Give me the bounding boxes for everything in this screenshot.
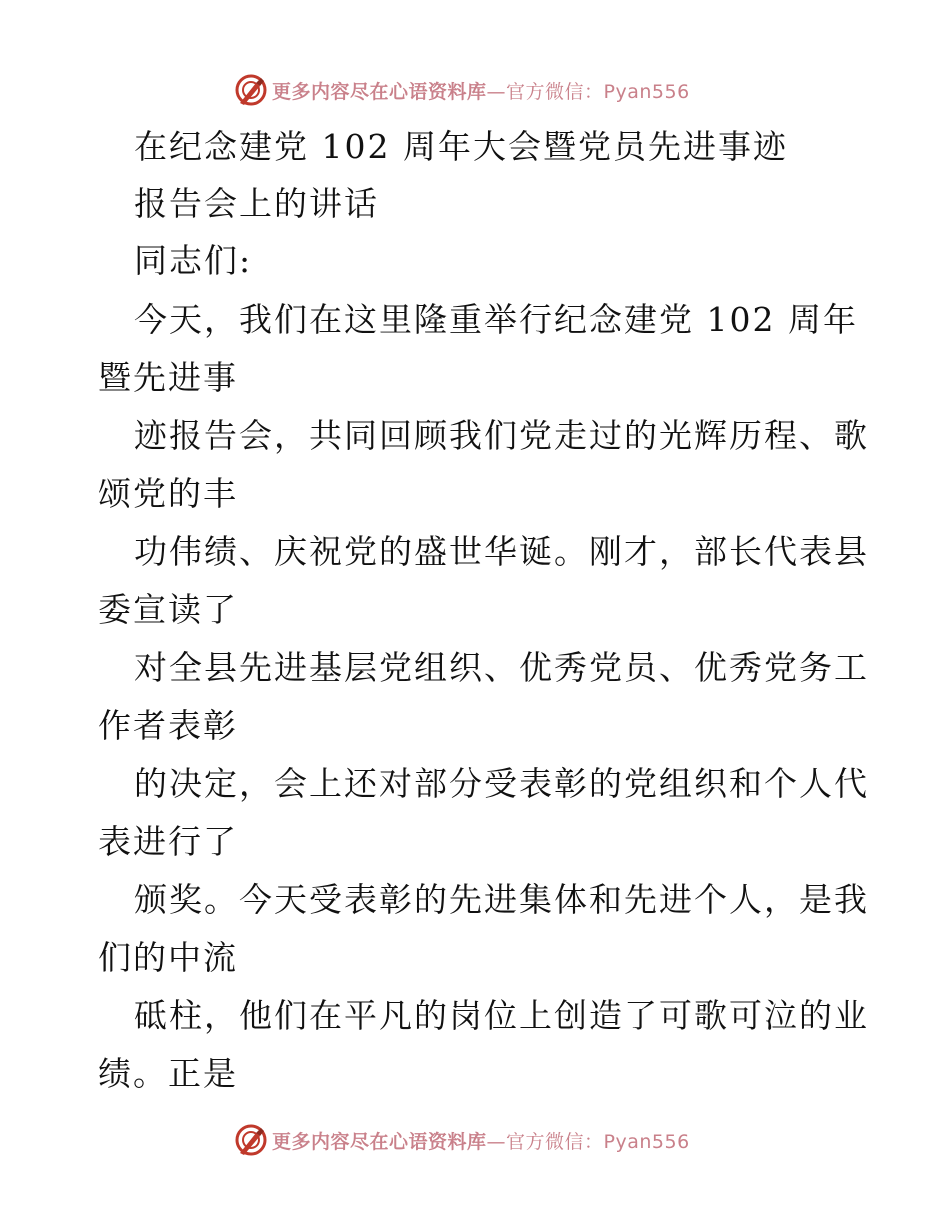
body-line: 们的中流 xyxy=(98,938,238,977)
body-line: 表进行了 xyxy=(98,822,238,861)
pen-logo-icon xyxy=(234,1123,268,1157)
body-line: 功伟绩、庆祝党的盛世华诞。刚才，部长代表县 xyxy=(134,532,869,571)
header-watermark xyxy=(234,72,690,108)
body-line: 颁奖。今天受表彰的先进集体和先进个人，是我 xyxy=(134,880,869,919)
body-line: 作者表彰 xyxy=(98,706,238,745)
body-line: 迹报告会，共同回顾我们党走过的光辉历程、歌 xyxy=(134,416,869,455)
document-title-line-1: 在纪念建党 102 周年大会暨党员先进事迹 xyxy=(134,127,788,166)
body-line: 暨先进事 xyxy=(98,358,238,397)
pen-logo-icon xyxy=(234,73,268,107)
body-line: 今天，我们在这里隆重举行纪念建党 102 周年 xyxy=(134,300,858,339)
body-line: 委宣读了 xyxy=(98,590,238,629)
body-line: 对全县先进基层党组织、优秀党员、优秀党务工 xyxy=(134,648,869,687)
body-line: 的决定，会上还对部分受表彰的党组织和个人代 xyxy=(134,764,869,803)
watermark-text: 更多内容尽在心语资料库—官方微信：Pyan556 xyxy=(272,1130,690,1153)
body-line: 颂党的丰 xyxy=(98,474,238,513)
document-title-line-2: 报告会上的讲话 xyxy=(134,184,379,223)
watermark-text: 更多内容尽在心语资料库—官方微信：Pyan556 xyxy=(272,80,690,103)
salutation: 同志们: xyxy=(134,241,253,280)
footer-watermark xyxy=(234,1122,690,1158)
body-line: 砥柱，他们在平凡的岗位上创造了可歌可泣的业 xyxy=(134,996,869,1035)
body-line: 绩。正是 xyxy=(98,1054,238,1093)
